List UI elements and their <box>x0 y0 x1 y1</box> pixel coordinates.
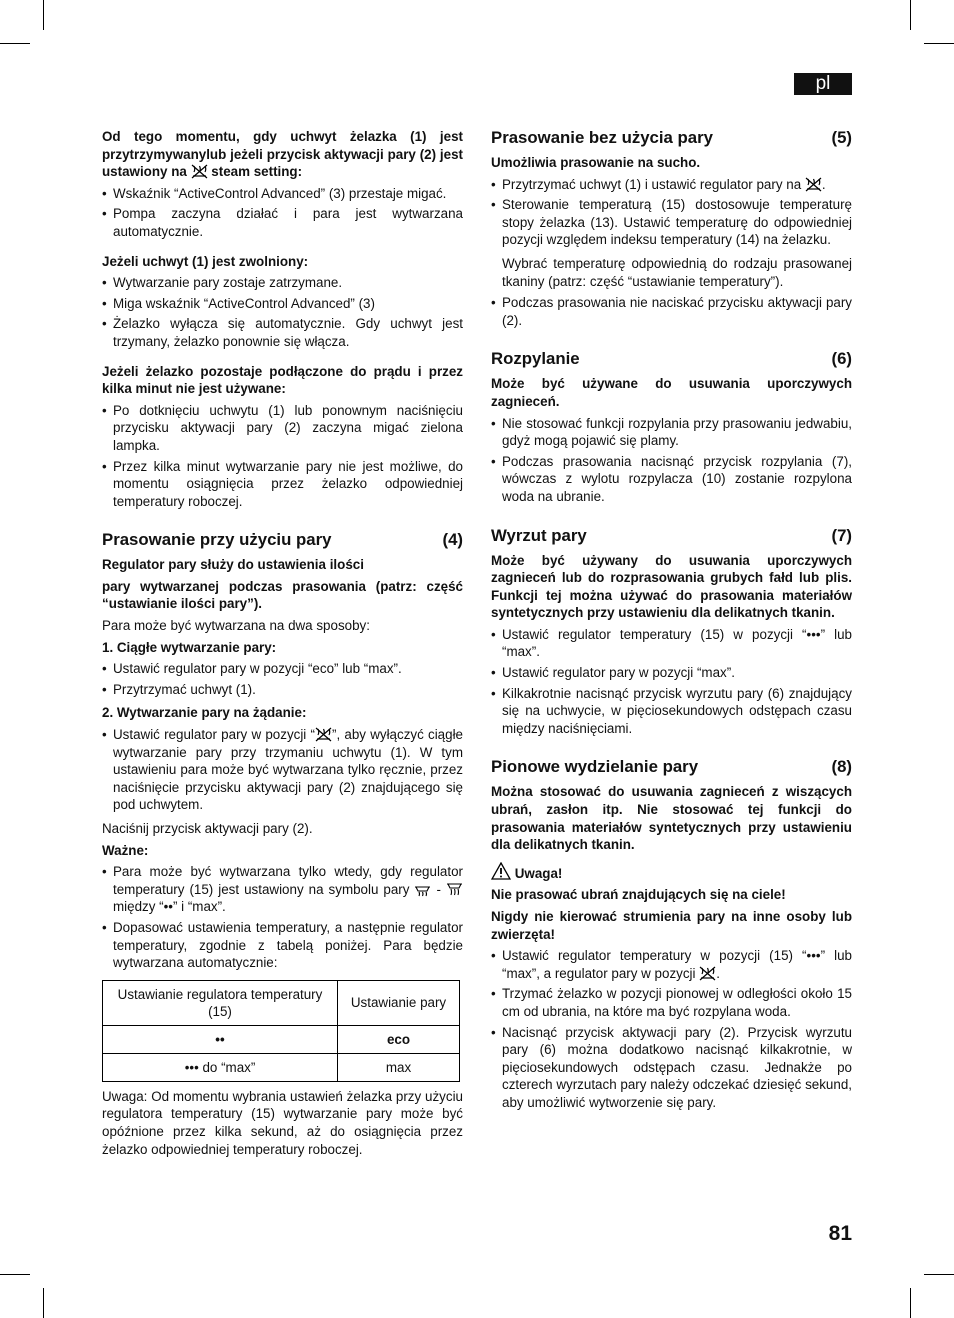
table-row <box>103 1053 460 1081</box>
important-heading: Ważne: <box>102 842 149 858</box>
list-item: • Nie stosować funkcji rozpylania przy prasowaniu jedwabiu, gdyż mogą pojawić się plamy. <box>491 415 852 450</box>
no-steam-icon <box>699 966 716 981</box>
steam-symbol-icon <box>414 882 431 897</box>
warning-label: Uwaga! <box>491 862 852 883</box>
paragraph: Wybrać temperaturę odpowiednią do rodzaju prasowanej tkaniny (patrz: część “ustawianie temperatury”). <box>502 255 852 289</box>
crop-mark <box>924 43 954 44</box>
list-item: • Żelazko wyłącza się automatycznie. Gdy uchwyt jest trzymany, żelazko ponownie się włącza. <box>102 315 463 350</box>
mode1-list <box>102 660 463 698</box>
mode2-list <box>102 726 463 814</box>
mode1-heading: 1. Ciągłe wytwarzanie pary: <box>102 639 277 655</box>
spray-list <box>491 415 852 506</box>
released-heading: Jeżeli uchwyt (1) jest zwolniony: <box>102 253 309 269</box>
no-steam-icon <box>805 177 822 192</box>
no-steam-icon <box>191 164 208 179</box>
right-column <box>491 128 852 1118</box>
crop-mark <box>924 1274 954 1275</box>
list-item: • Sterowanie temperaturą (15) dostosowuje temperaturę stopy żelazka (13). Ustawić temperaturę do odpowiedniej pozycji względem indeksu temperatury (14) na żelazku. <box>491 196 852 249</box>
plugged-list <box>102 402 463 511</box>
intro-paragraph: Od tego momentu, gdy uchwyt żelazka (1) jest przytrzymywanylub jeżeli przycisk aktywacji pary (2) jest ustawiony na steam setting: <box>102 129 463 180</box>
list-item: • Ustawić regulator pary w pozycji “eco” lub “max”. <box>102 660 463 678</box>
page-number: 81 <box>828 1222 852 1245</box>
crop-mark <box>43 1288 44 1318</box>
crop-mark <box>0 1274 30 1275</box>
important-list <box>102 863 463 972</box>
list-item: • Ustawić regulator temperatury w pozycji (15) “•••” lub “max”, a regulator pary w pozycji . <box>491 947 852 982</box>
left-column <box>102 128 463 1162</box>
section-subheading: Umożliwia prasowanie na sucho. <box>491 155 701 170</box>
section-subheading: Może być używany do usuwania uporczywych zagnieceń lub do rozprasowania grubych fałd lub plis. Funkcji tej można używać do prasowania materiałów syntetycznych przy ustawieniu dla delikatnych tkanin. <box>491 552 852 621</box>
list-item: • Trzymać żelazko w pozycji pionowej w odległości około 15 cm od ubrania, na które ma być rozpylana woda. <box>491 985 852 1020</box>
list-item: • Przytrzymać uchwyt (1). <box>102 681 463 699</box>
list-item: • Ustawić regulator pary w pozycji “max”. <box>491 664 852 682</box>
list-item: • Nacisnąć przycisk aktywacji pary (2). Przycisk wyrzutu pary (6) można dodatkowo nacisnąć kilkakrotnie, w pięciosekundowych odstępach czasu. Jednakże po czterech wyrzutach pary należy odczekać dziesięć sekund, aby umożliwić wytworzenie się pary. <box>491 1024 852 1112</box>
table-cell: eco <box>338 1025 460 1053</box>
dry-ironing-list <box>491 176 852 249</box>
list-item: • Wytwarzanie pary zostaje zatrzymane. <box>102 274 463 292</box>
table-cell: •• <box>103 1025 338 1053</box>
list-item: • Wskaźnik “ActiveControl Advanced” (3) przestaje migać. <box>102 185 463 203</box>
crop-mark <box>0 43 30 44</box>
table-row <box>103 980 460 1025</box>
section-heading-dry-ironing: Prasowanie bez użycia pary (5) <box>491 128 852 147</box>
list-item: • Po dotknięciu uchwytu (1) lub ponownym naciśnięciu przycisku aktywacji pary (2) zaczyna migać zielona lampka. <box>102 402 463 455</box>
intro-list <box>102 185 463 241</box>
section-heading-steam-ironing: Prasowanie przy użyciu pary (4) <box>102 530 463 550</box>
list-item: • Przytrzymać uchwyt (1) i ustawić regulator pary na . <box>491 176 852 194</box>
crop-mark <box>910 1288 911 1318</box>
section-heading-vertical-steam: Pionowe wydzielanie pary (8) <box>491 757 852 777</box>
steam-burst-list <box>491 626 852 738</box>
crop-mark <box>910 0 911 30</box>
paragraph: Naciśnij przycisk aktywacji pary (2). <box>102 821 313 836</box>
list-item: • Miga wskaźnik “ActiveControl Advanced” (3) <box>102 295 463 313</box>
list-item: • Przez kilka minut wytwarzanie pary nie jest możliwe, do momentu osiągnięcia przez żelazko odpowiedniej temperatury roboczej. <box>102 458 463 511</box>
vertical-steam-list <box>491 947 852 1111</box>
note-paragraph: Uwaga: Od momentu wybrania ustawień żelazka przy użyciu regulatora temperatury (15) wytwarzanie pary może być opóźnione przez kilka sekund, aż do osiągnięcia przez żelazko odpowiedniej temperatury roboczej. <box>102 1088 463 1157</box>
section-subheading: pary wytwarzanej podczas prasowania (patrz: część “ustawianie ilości pary”). <box>102 578 463 612</box>
list-item: • Kilkakrotnie nacisnąć przycisk wyrzutu pary (6) znajdujący się na uchwycie, w pięciosekundowych odstępach czasu między naciśnięciami. <box>491 685 852 738</box>
paragraph: Para może być wytwarzana na dwa sposoby: <box>102 618 370 634</box>
section-heading-spray: Rozpylanie (6) <box>491 349 852 369</box>
language-badge: pl <box>794 73 852 95</box>
table-cell: max <box>338 1053 460 1081</box>
crop-mark <box>43 0 44 30</box>
warning-text: Nigdy nie kierować strumienia pary na inne osoby lub zwierzęta! <box>491 909 852 942</box>
list-item: • Podczas prasowania nie naciskać przycisku aktywacji pary (2). <box>491 294 852 329</box>
list-item: • Ustawić regulator temperatury (15) w pozycji “•••” lub “max”. <box>491 626 852 661</box>
warning-icon <box>491 862 511 880</box>
section-subheading: Regulator pary służy do ustawienia ilości <box>102 557 364 573</box>
section-subheading: Może być używane do usuwania uporczywych zagnieceń. <box>491 376 852 409</box>
list-item: • Para może być wytwarzana tylko wtedy, gdy regulator temperatury (15) jest ustawiony na symbolu pary - między “••” i “max”. <box>102 863 463 916</box>
plugged-heading: Jeżeli żelazko pozostaje podłączone do prądu i przez kilka minut nie jest używane: <box>102 363 463 397</box>
table-cell: ••• do “max” <box>103 1053 338 1081</box>
settings-table <box>102 980 460 1082</box>
steam-symbol-icon <box>446 882 463 897</box>
list-item: • Pompa zaczyna działać i para jest wytwarzana automatycznie. <box>102 205 463 240</box>
list-item: • Ustawić regulator pary w pozycji “ ”, aby wyłączyć ciągłe wytwarzanie pary przy trzymaniu uchwytu (1). W tym ustawieniu para może być wytwarzana tylko ręcznie, przez naciśnięcie przycisku aktywacji pary (2) znajdującego się pod uchwytem. <box>102 726 463 814</box>
section-subheading: Można stosować do usuwania zagnieceń z wiszących ubrań, zasłon itp. Nie stosować tej funkcji do prasowania materiałów syntetycznych przy ustawieniu dla delikatnych tkanin. <box>491 784 852 853</box>
table-header-cell: Ustawianie regulatora temperatury (15) <box>103 980 338 1025</box>
list-item: • Dopasować ustawienia temperatury, a następnie regulator temperatury, zgodnie z tabelą poniżej. Para będzie wytwarzana automatycznie: <box>102 919 463 972</box>
table-header-cell: Ustawianie pary <box>338 980 460 1025</box>
list-item: • Podczas prasowania nacisnąć przycisk rozpylania (7), wówczas z wylotu rozpylacza (10) zostanie rozpylona woda na ubranie. <box>491 453 852 506</box>
dry-ironing-list-2 <box>491 294 852 329</box>
released-list <box>102 274 463 350</box>
table-row <box>103 1025 460 1053</box>
warning-text: Nie prasować ubrań znajdujących się na ciele! <box>491 887 786 903</box>
section-heading-steam-burst: Wyrzut pary (7) <box>491 525 852 545</box>
no-steam-icon <box>315 727 332 742</box>
mode2-heading: 2. Wytwarzanie pary na żądanie: <box>102 705 307 721</box>
